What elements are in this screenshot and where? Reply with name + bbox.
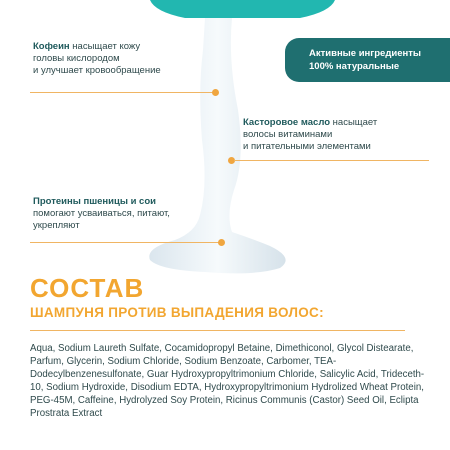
castor-pointer-line <box>234 160 429 161</box>
composition-title: СОСТАВ <box>30 273 145 303</box>
caffeine-callout: Кофеин насыщает кожу головы кислородом и улучшает кровообращение <box>33 41 161 76</box>
castor-oil-callout: Касторовое масло насыщает волосы витаминами и питательными элементами <box>243 117 378 152</box>
proteins-name: Протеины пшеницы и сои <box>33 196 156 207</box>
ingredients-list: Aqua, Sodium Laureth Sulfate, Cocamidopropyl Betaine, Dimethiconol, Glycol Distearate, Parfum, Glycerin, Sodium Chloride, Sodium Benzoate, Carbomer, TEA-Dodecylbenzenesulfonate, Guar Hydroxypropyltrimonium Chloride, Salicylic Acid, Trideceth-10, Sodium Hydroxide, Disodium EDTA, Hydroxypropyltrimonium Hydrolized Wheat Protein, PEG-45M, Caffeine, Hydrolyzed Soy Protein, Ricinus Communis (Castor) Seed Oil, Eclipta Prostrata Extract <box>30 343 425 419</box>
caffeine-pointer-line <box>30 92 215 93</box>
composition-divider <box>30 330 405 331</box>
proteins-callout: Протеины пшеницы и сои помогают усваиваться, питают, укрепляют <box>33 196 170 231</box>
proteins-pointer-line <box>30 242 220 243</box>
caffeine-pointer-dot <box>212 89 219 96</box>
caffeine-name: Кофеин <box>33 41 70 52</box>
composition-subtitle: ШАМПУНЯ ПРОТИВ ВЫПАДЕНИЯ ВОЛОС: <box>30 305 324 320</box>
castor-oil-name: Касторовое масло <box>243 117 331 128</box>
bottle-cap <box>150 0 335 18</box>
active-ingredients-badge: Активные ингредиенты 100% натуральные <box>285 38 450 82</box>
proteins-pointer-dot <box>218 239 225 246</box>
